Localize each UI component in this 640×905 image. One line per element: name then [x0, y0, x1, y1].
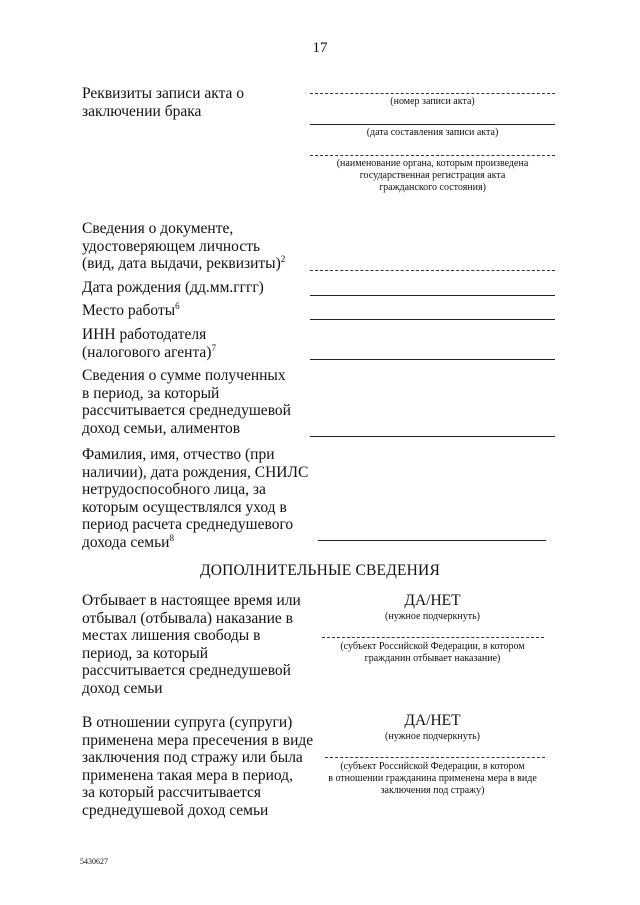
caregiver-label — [82, 446, 308, 551]
marriage-organ-line[interactable] — [310, 155, 555, 156]
custody-yes-no[interactable]: ДА/НЕТ — [404, 712, 461, 729]
id-document-line[interactable] — [310, 270, 555, 271]
imprisonment-region-line[interactable] — [322, 637, 544, 638]
marriage-date-caption: (дата составления записи акта) — [366, 127, 499, 138]
marriage-number-line[interactable] — [310, 93, 555, 94]
birth-date-line[interactable] — [310, 295, 555, 296]
income-line[interactable] — [310, 436, 555, 437]
additional-info-heading: ДОПОЛНИТЕЛЬНЫЕ СВЕДЕНИЯ — [200, 562, 440, 579]
footnote-7: 7 — [211, 342, 216, 353]
imprisonment-hint: (нужное подчеркнуть) — [385, 611, 480, 622]
birth-date-label: Дата рождения (дд.мм.гггг) — [82, 279, 264, 296]
workplace-line[interactable] — [310, 319, 555, 320]
inn-label — [82, 326, 216, 361]
custody-question: В отношении супруга (супруги) применена мера пресечения в виде заключения под стражу или была применена такая мера в период, за который рассчитывается среднедушевой доход семьи — [82, 714, 314, 819]
footnote-8: 8 — [169, 532, 174, 543]
workplace-text: Место работы — [82, 302, 176, 319]
custody-region-line[interactable] — [325, 757, 545, 758]
inn-text: ИНН работодателя (налогового агента) — [82, 326, 212, 361]
id-document-label — [82, 220, 285, 273]
caregiver-text: Фамилия, имя, отчество (при наличии), дата рождения, СНИЛС нетрудоспособного лица, за которым осуществлялся уход в период расчета среднедушевого дохода семьи — [82, 446, 309, 551]
footnote-2: 2 — [280, 253, 286, 264]
imprisonment-region-caption: (субъект Российской Федерации, в котором гражданин отбывает наказание) — [340, 641, 525, 664]
document-code: 5430627 — [80, 857, 108, 866]
footnote-6: 6 — [175, 300, 180, 311]
inn-line[interactable] — [310, 359, 555, 360]
imprisonment-question: Отбывает в настоящее время или отбывал (отбывала) наказание в местах лишения свободы в период, за который рассчитывается среднедушевой доход семьи — [82, 592, 301, 697]
page-number: 17 — [312, 40, 328, 56]
marriage-organ-caption: (наименование органа, которым произведена государственная регистрация акта гражданского состояния) — [336, 158, 529, 193]
marriage-record-label: Реквизиты записи акта о заключении брака — [82, 85, 245, 120]
custody-hint: (нужное подчеркнуть) — [385, 731, 480, 742]
income-label: Сведения о сумме полученных в период, за который рассчитывается среднедушевой доход семьи, алиментов — [82, 367, 291, 437]
custody-region-caption: (субъект Российской Федерации, в котором в отношении гражданина применена мера в виде заключения под стражу) — [328, 761, 537, 796]
caregiver-line[interactable] — [318, 540, 546, 541]
workplace-label — [82, 302, 180, 320]
marriage-date-line[interactable] — [310, 124, 555, 125]
imprisonment-yes-no[interactable]: ДА/НЕТ — [404, 592, 461, 609]
id-document-text: Сведения о документе, удостоверяющем личность (вид, дата выдачи, реквизиты) — [82, 220, 281, 272]
marriage-number-caption: (номер записи акта) — [390, 96, 475, 107]
